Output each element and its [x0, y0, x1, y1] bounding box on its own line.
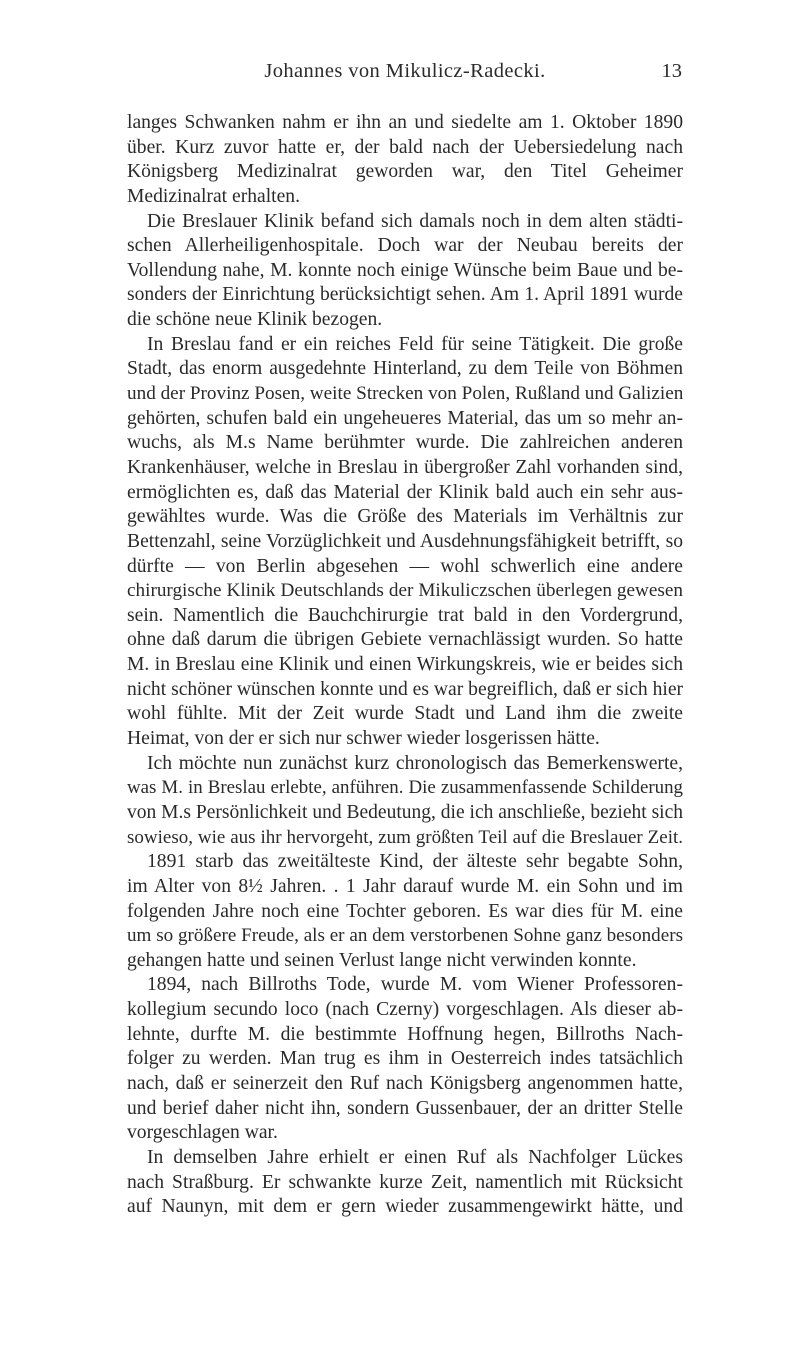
- text-line: In demselben Jahre erhielt er einen Ruf als Nachfolger Lückes: [147, 1146, 683, 1168]
- body-text: [127, 111, 683, 1220]
- text-line: M. in Breslau eine Klinik und einen Wirkungskreis, wie er beides sich: [127, 654, 683, 676]
- text-line: im Alter von 8½ Jahren. . 1 Jahr darauf wurde M. ein Sohn und im: [127, 875, 683, 897]
- text-line: ohne daß darum die übrigen Gebiete vernachlässigt wurden. So hatte: [127, 629, 683, 651]
- text-line: sonders der Einrichtung berücksichtigt sehen. Am 1. April 1891 wurde: [127, 284, 683, 306]
- text-line: Heimat, von der er sich nur schwer wieder losgerissen hätte.: [127, 728, 600, 750]
- text-line: chirurgische Klinik Deutschlands der Mikuliczschen überlegen gewesen: [127, 580, 683, 602]
- text-line: lehnte, durfte M. die bestimmte Hoffnung hegen, Billroths Nach-: [127, 1023, 683, 1045]
- text-line: vorgeschlagen war.: [127, 1122, 278, 1144]
- text-line: und berief daher nicht ihn, sondern Gussenbauer, der an dritter Stelle: [127, 1097, 683, 1119]
- text-line: In Breslau fand er ein reiches Feld für seine Tätigkeit. Die große: [147, 333, 683, 355]
- text-line: nach, daß er seinerzeit den Ruf nach Königsberg angenommen hatte,: [127, 1072, 683, 1094]
- text-line: folger zu werden. Man trug es ihm in Oesterreich indes tatsächlich: [127, 1048, 683, 1070]
- text-line: gehangen hatte und seinen Verlust lange nicht verwinden konnte.: [127, 949, 637, 971]
- text-line: Bettenzahl, seine Vorzüglichkeit und Ausdehnungsfähigkeit betrifft, so: [127, 530, 683, 552]
- text-line: schen Allerheiligenhospitale. Doch war der Neubau bereits der: [127, 235, 683, 257]
- text-line: nach Straßburg. Er schwankte kurze Zeit, namentlich mit Rücksicht: [127, 1171, 683, 1193]
- text-line: auf Naunyn, mit dem er gern wieder zusammengewirkt hätte, und: [127, 1196, 683, 1218]
- running-title: Johannes von Mikulicz-Radecki.: [264, 60, 546, 82]
- text-line: Königsberg Medizinalrat geworden war, den Titel Geheimer: [127, 161, 683, 183]
- page-number: 13: [661, 60, 682, 82]
- text-line: die schöne neue Klinik bezogen.: [127, 309, 383, 331]
- text-line: nicht schöner wünschen konnte und es war begreiflich, daß er sich hier: [127, 678, 683, 700]
- text-line: und der Provinz Posen, weite Strecken von Polen, Rußland und Galizien: [127, 383, 683, 405]
- text-line: über. Kurz zuvor hatte er, der bald nach der Uebersiedelung nach: [127, 136, 683, 158]
- text-line: Vollendung nahe, M. konnte noch einige Wünsche beim Baue und be-: [127, 259, 683, 281]
- text-line: langes Schwanken nahm er ihn an und siedelte am 1. Oktober 1890: [127, 112, 683, 133]
- text-line: ermöglichten es, daß das Material der Klinik bald auch ein sehr aus-: [127, 481, 683, 503]
- page-header: [128, 56, 682, 86]
- text-line: Stadt, das enorm ausgedehnte Hinterland, zu dem Teile von Böhmen: [127, 358, 683, 380]
- text-line: folgenden Jahre noch eine Tochter geboren. Es war dies für M. eine: [127, 900, 683, 922]
- text-line: sein. Namentlich die Bauchchirurgie trat bald in den Vordergrund,: [127, 604, 683, 626]
- text-line: wohl fühlte. Mit der Zeit wurde Stadt und Land ihm die zweite: [127, 703, 683, 725]
- text-line: wuchs, als M.s Name berühmter wurde. Die zahlreichen anderen: [127, 432, 683, 454]
- text-line: Krankenhäuser, welche in Breslau in übergroßer Zahl vorhanden sind,: [127, 456, 683, 478]
- text-line: gewähltes wurde. Was die Größe des Materials im Verhältnis zur: [127, 506, 683, 528]
- text-line: sowieso, wie aus ihr hervorgeht, zum größten Teil auf die Breslauer Zeit.: [127, 826, 683, 848]
- text-line: Ich möchte nun zunächst kurz chronologisch das Bemerkenswerte,: [147, 752, 683, 774]
- text-line: 1894, nach Billroths Tode, wurde M. vom Wiener Professoren-: [147, 974, 683, 996]
- text-line: was M. in Breslau erlebte, anführen. Die zusammenfassende Schilderung: [127, 777, 683, 799]
- text-line: kollegium secundo loco (nach Czerny) vorgeschlagen. Als dieser ab-: [127, 999, 683, 1021]
- text-line: Die Breslauer Klinik befand sich damals noch in dem alten städti-: [147, 210, 683, 232]
- text-line: gehörten, schufen bald ein ungeheueres Material, das um so mehr an-: [127, 407, 683, 429]
- text-line: Medizinalrat erhalten.: [127, 185, 300, 207]
- text-line: um so größere Freude, als er an dem verstorbenen Sohne ganz besonders: [127, 925, 683, 947]
- text-line: 1891 starb das zweitälteste Kind, der älteste sehr begabte Sohn,: [147, 851, 683, 873]
- text-line: von M.s Persönlichkeit und Bedeutung, die ich anschließe, bezieht sich: [127, 801, 683, 823]
- text-line: dürfte — von Berlin abgesehen — wohl schwerlich eine andere: [127, 555, 683, 577]
